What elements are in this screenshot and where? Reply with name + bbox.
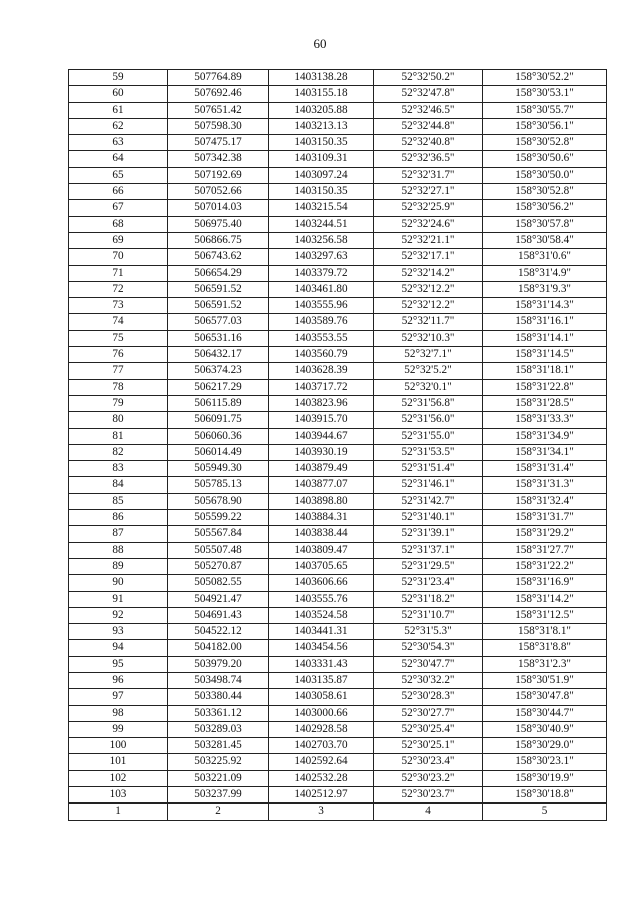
latitude-cell: 52°30'25.4" bbox=[374, 721, 483, 737]
latitude-cell: 52°31'29.5" bbox=[374, 558, 483, 574]
point-number-cell: 78 bbox=[69, 379, 168, 395]
latitude-cell: 52°32'21.1" bbox=[374, 232, 483, 248]
table-row bbox=[69, 216, 607, 232]
point-number-cell: 64 bbox=[69, 151, 168, 167]
longitude-cell: 158°31'22.8" bbox=[483, 379, 607, 395]
longitude-cell: 158°31'14.2" bbox=[483, 591, 607, 607]
longitude-cell: 158°30'57.8" bbox=[483, 216, 607, 232]
point-number-cell: 71 bbox=[69, 265, 168, 281]
y-coordinate-cell: 1403944.67 bbox=[269, 428, 374, 444]
point-number-cell: 80 bbox=[69, 412, 168, 428]
y-coordinate-cell: 1403058.61 bbox=[269, 689, 374, 705]
latitude-cell: 52°32'47.8" bbox=[374, 86, 483, 102]
x-coordinate-cell: 506975.40 bbox=[168, 216, 269, 232]
table-row bbox=[69, 395, 607, 411]
latitude-cell: 52°31'42.7" bbox=[374, 493, 483, 509]
x-coordinate-cell: 506217.29 bbox=[168, 379, 269, 395]
x-coordinate-cell: 503289.03 bbox=[168, 721, 269, 737]
x-coordinate-cell: 506654.29 bbox=[168, 265, 269, 281]
y-coordinate-cell: 1403135.87 bbox=[269, 672, 374, 688]
y-coordinate-cell: 1403879.49 bbox=[269, 461, 374, 477]
longitude-cell: 158°30'53.1" bbox=[483, 86, 607, 102]
y-coordinate-cell: 1403877.07 bbox=[269, 477, 374, 493]
latitude-cell: 52°31'18.2" bbox=[374, 591, 483, 607]
point-number-cell: 69 bbox=[69, 232, 168, 248]
longitude-cell: 158°31'22.2" bbox=[483, 558, 607, 574]
x-coordinate-cell: 504921.47 bbox=[168, 591, 269, 607]
latitude-cell: 52°32'40.8" bbox=[374, 135, 483, 151]
latitude-cell: 52°32'11.7" bbox=[374, 314, 483, 330]
table-row bbox=[69, 591, 607, 607]
table-row bbox=[69, 167, 607, 183]
x-coordinate-cell: 506866.75 bbox=[168, 232, 269, 248]
x-coordinate-cell: 507052.66 bbox=[168, 184, 269, 200]
latitude-cell: 52°31'23.4" bbox=[374, 575, 483, 591]
table-row bbox=[69, 200, 607, 216]
column-number-row bbox=[69, 803, 607, 820]
y-coordinate-cell: 1403205.88 bbox=[269, 102, 374, 118]
point-number-cell: 66 bbox=[69, 184, 168, 200]
table-row bbox=[69, 526, 607, 542]
longitude-cell: 158°31'14.1" bbox=[483, 330, 607, 346]
longitude-cell: 158°31'32.4" bbox=[483, 493, 607, 509]
table-row bbox=[69, 705, 607, 721]
longitude-cell: 158°31'29.2" bbox=[483, 526, 607, 542]
y-coordinate-cell: 1403560.79 bbox=[269, 347, 374, 363]
x-coordinate-cell: 504691.43 bbox=[168, 607, 269, 623]
point-number-cell: 103 bbox=[69, 787, 168, 804]
x-coordinate-cell: 503380.44 bbox=[168, 689, 269, 705]
point-number-cell: 100 bbox=[69, 738, 168, 754]
table-row bbox=[69, 738, 607, 754]
longitude-cell: 158°30'50.6" bbox=[483, 151, 607, 167]
point-number-cell: 88 bbox=[69, 542, 168, 558]
x-coordinate-cell: 506591.52 bbox=[168, 298, 269, 314]
table-row bbox=[69, 184, 607, 200]
y-coordinate-cell: 1402928.58 bbox=[269, 721, 374, 737]
table-row bbox=[69, 493, 607, 509]
y-coordinate-cell: 1403213.13 bbox=[269, 118, 374, 134]
point-number-cell: 87 bbox=[69, 526, 168, 542]
longitude-cell: 158°30'47.8" bbox=[483, 689, 607, 705]
y-coordinate-cell: 1403256.58 bbox=[269, 232, 374, 248]
y-coordinate-cell: 1403454.56 bbox=[269, 640, 374, 656]
table-row bbox=[69, 640, 607, 656]
longitude-cell: 158°31'4.9" bbox=[483, 265, 607, 281]
table-row bbox=[69, 151, 607, 167]
point-number-cell: 81 bbox=[69, 428, 168, 444]
x-coordinate-cell: 506531.16 bbox=[168, 330, 269, 346]
table-row bbox=[69, 656, 607, 672]
y-coordinate-cell: 1402512.97 bbox=[269, 787, 374, 804]
latitude-cell: 52°31'40.1" bbox=[374, 510, 483, 526]
x-coordinate-cell: 505949.30 bbox=[168, 461, 269, 477]
column-number-cell: 1 bbox=[69, 803, 168, 820]
latitude-cell: 52°32'24.6" bbox=[374, 216, 483, 232]
latitude-cell: 52°31'5.3" bbox=[374, 624, 483, 640]
latitude-cell: 52°31'51.4" bbox=[374, 461, 483, 477]
y-coordinate-cell: 1403809.47 bbox=[269, 542, 374, 558]
x-coordinate-cell: 503979.20 bbox=[168, 656, 269, 672]
x-coordinate-cell: 506014.49 bbox=[168, 444, 269, 460]
latitude-cell: 52°32'7.1" bbox=[374, 347, 483, 363]
x-coordinate-cell: 505785.13 bbox=[168, 477, 269, 493]
table-row bbox=[69, 379, 607, 395]
y-coordinate-cell: 1403524.58 bbox=[269, 607, 374, 623]
latitude-cell: 52°32'44.8" bbox=[374, 118, 483, 134]
latitude-cell: 52°32'17.1" bbox=[374, 249, 483, 265]
column-number-cell: 2 bbox=[168, 803, 269, 820]
longitude-cell: 158°31'8.1" bbox=[483, 624, 607, 640]
x-coordinate-cell: 507192.69 bbox=[168, 167, 269, 183]
longitude-cell: 158°30'56.1" bbox=[483, 118, 607, 134]
table-row bbox=[69, 689, 607, 705]
longitude-cell: 158°31'16.1" bbox=[483, 314, 607, 330]
y-coordinate-cell: 1403150.35 bbox=[269, 135, 374, 151]
longitude-cell: 158°31'34.9" bbox=[483, 428, 607, 444]
point-number-cell: 90 bbox=[69, 575, 168, 591]
longitude-cell: 158°31'12.5" bbox=[483, 607, 607, 623]
point-number-cell: 102 bbox=[69, 770, 168, 786]
x-coordinate-cell: 506091.75 bbox=[168, 412, 269, 428]
point-number-cell: 101 bbox=[69, 754, 168, 770]
y-coordinate-cell: 1403297.63 bbox=[269, 249, 374, 265]
x-coordinate-cell: 503281.45 bbox=[168, 738, 269, 754]
point-number-cell: 63 bbox=[69, 135, 168, 151]
y-coordinate-cell: 1403155.18 bbox=[269, 86, 374, 102]
point-number-cell: 83 bbox=[69, 461, 168, 477]
x-coordinate-cell: 507598.30 bbox=[168, 118, 269, 134]
point-number-cell: 98 bbox=[69, 705, 168, 721]
latitude-cell: 52°32'12.2" bbox=[374, 298, 483, 314]
latitude-cell: 52°30'28.3" bbox=[374, 689, 483, 705]
table-row bbox=[69, 510, 607, 526]
y-coordinate-cell: 1403717.72 bbox=[269, 379, 374, 395]
table-row bbox=[69, 787, 607, 804]
latitude-cell: 52°30'25.1" bbox=[374, 738, 483, 754]
table-row bbox=[69, 607, 607, 623]
longitude-cell: 158°30'44.7" bbox=[483, 705, 607, 721]
y-coordinate-cell: 1403555.96 bbox=[269, 298, 374, 314]
y-coordinate-cell: 1403915.70 bbox=[269, 412, 374, 428]
latitude-cell: 52°32'27.1" bbox=[374, 184, 483, 200]
longitude-cell: 158°30'52.8" bbox=[483, 184, 607, 200]
table-row bbox=[69, 265, 607, 281]
y-coordinate-cell: 1403628.39 bbox=[269, 363, 374, 379]
latitude-cell: 52°31'37.1" bbox=[374, 542, 483, 558]
table-row bbox=[69, 232, 607, 248]
y-coordinate-cell: 1403606.66 bbox=[269, 575, 374, 591]
point-number-cell: 75 bbox=[69, 330, 168, 346]
point-number-cell: 79 bbox=[69, 395, 168, 411]
latitude-cell: 52°31'10.7" bbox=[374, 607, 483, 623]
longitude-cell: 158°31'31.4" bbox=[483, 461, 607, 477]
latitude-cell: 52°32'36.5" bbox=[374, 151, 483, 167]
y-coordinate-cell: 1403215.54 bbox=[269, 200, 374, 216]
x-coordinate-cell: 503221.09 bbox=[168, 770, 269, 786]
longitude-cell: 158°30'23.1" bbox=[483, 754, 607, 770]
table-row bbox=[69, 542, 607, 558]
y-coordinate-cell: 1403097.24 bbox=[269, 167, 374, 183]
longitude-cell: 158°30'55.7" bbox=[483, 102, 607, 118]
point-number-cell: 72 bbox=[69, 281, 168, 297]
table-row bbox=[69, 461, 607, 477]
x-coordinate-cell: 507651.42 bbox=[168, 102, 269, 118]
y-coordinate-cell: 1403000.66 bbox=[269, 705, 374, 721]
x-coordinate-cell: 505567.84 bbox=[168, 526, 269, 542]
y-coordinate-cell: 1403244.51 bbox=[269, 216, 374, 232]
x-coordinate-cell: 507342.38 bbox=[168, 151, 269, 167]
y-coordinate-cell: 1403331.43 bbox=[269, 656, 374, 672]
y-coordinate-cell: 1403150.35 bbox=[269, 184, 374, 200]
latitude-cell: 52°30'23.4" bbox=[374, 754, 483, 770]
latitude-cell: 52°31'53.5" bbox=[374, 444, 483, 460]
longitude-cell: 158°30'29.0" bbox=[483, 738, 607, 754]
x-coordinate-cell: 505599.22 bbox=[168, 510, 269, 526]
table-row bbox=[69, 444, 607, 460]
y-coordinate-cell: 1402532.28 bbox=[269, 770, 374, 786]
x-coordinate-cell: 506060.36 bbox=[168, 428, 269, 444]
table-row bbox=[69, 347, 607, 363]
table-row bbox=[69, 249, 607, 265]
y-coordinate-cell: 1403589.76 bbox=[269, 314, 374, 330]
latitude-cell: 52°31'46.1" bbox=[374, 477, 483, 493]
longitude-cell: 158°31'27.7" bbox=[483, 542, 607, 558]
latitude-cell: 52°31'55.0" bbox=[374, 428, 483, 444]
longitude-cell: 158°31'16.9" bbox=[483, 575, 607, 591]
table-row bbox=[69, 70, 607, 86]
y-coordinate-cell: 1403138.28 bbox=[269, 70, 374, 86]
longitude-cell: 158°31'14.3" bbox=[483, 298, 607, 314]
longitude-cell: 158°30'52.2" bbox=[483, 70, 607, 86]
table-row bbox=[69, 314, 607, 330]
column-number-cell: 3 bbox=[269, 803, 374, 820]
x-coordinate-cell: 505678.90 bbox=[168, 493, 269, 509]
y-coordinate-cell: 1402592.64 bbox=[269, 754, 374, 770]
point-number-cell: 99 bbox=[69, 721, 168, 737]
latitude-cell: 52°32'5.2" bbox=[374, 363, 483, 379]
table-row bbox=[69, 363, 607, 379]
y-coordinate-cell: 1403553.55 bbox=[269, 330, 374, 346]
point-number-cell: 84 bbox=[69, 477, 168, 493]
point-number-cell: 67 bbox=[69, 200, 168, 216]
y-coordinate-cell: 1403705.65 bbox=[269, 558, 374, 574]
point-number-cell: 92 bbox=[69, 607, 168, 623]
y-coordinate-cell: 1403838.44 bbox=[269, 526, 374, 542]
latitude-cell: 52°31'39.1" bbox=[374, 526, 483, 542]
latitude-cell: 52°32'0.1" bbox=[374, 379, 483, 395]
y-coordinate-cell: 1403898.80 bbox=[269, 493, 374, 509]
point-number-cell: 77 bbox=[69, 363, 168, 379]
table-row bbox=[69, 298, 607, 314]
point-number-cell: 61 bbox=[69, 102, 168, 118]
point-number-cell: 97 bbox=[69, 689, 168, 705]
x-coordinate-cell: 504522.12 bbox=[168, 624, 269, 640]
point-number-cell: 95 bbox=[69, 656, 168, 672]
y-coordinate-cell: 1403379.72 bbox=[269, 265, 374, 281]
table-row bbox=[69, 721, 607, 737]
point-number-cell: 96 bbox=[69, 672, 168, 688]
longitude-cell: 158°31'14.5" bbox=[483, 347, 607, 363]
latitude-cell: 52°32'50.2" bbox=[374, 70, 483, 86]
point-number-cell: 91 bbox=[69, 591, 168, 607]
y-coordinate-cell: 1403930.19 bbox=[269, 444, 374, 460]
table-row bbox=[69, 86, 607, 102]
longitude-cell: 158°31'31.7" bbox=[483, 510, 607, 526]
table-row bbox=[69, 428, 607, 444]
y-coordinate-cell: 1403555.76 bbox=[269, 591, 374, 607]
table-row bbox=[69, 102, 607, 118]
latitude-cell: 52°30'23.2" bbox=[374, 770, 483, 786]
x-coordinate-cell: 505270.87 bbox=[168, 558, 269, 574]
latitude-cell: 52°32'31.7" bbox=[374, 167, 483, 183]
coordinates-table-body bbox=[69, 70, 607, 804]
longitude-cell: 158°30'58.4" bbox=[483, 232, 607, 248]
longitude-cell: 158°30'18.8" bbox=[483, 787, 607, 804]
latitude-cell: 52°32'46.5" bbox=[374, 102, 483, 118]
table-row bbox=[69, 477, 607, 493]
point-number-cell: 76 bbox=[69, 347, 168, 363]
latitude-cell: 52°30'54.3" bbox=[374, 640, 483, 656]
point-number-cell: 60 bbox=[69, 86, 168, 102]
table-row bbox=[69, 118, 607, 134]
longitude-cell: 158°31'18.1" bbox=[483, 363, 607, 379]
point-number-cell: 93 bbox=[69, 624, 168, 640]
x-coordinate-cell: 503498.74 bbox=[168, 672, 269, 688]
point-number-cell: 65 bbox=[69, 167, 168, 183]
table-row bbox=[69, 558, 607, 574]
longitude-cell: 158°31'9.3" bbox=[483, 281, 607, 297]
y-coordinate-cell: 1403441.31 bbox=[269, 624, 374, 640]
table-row bbox=[69, 624, 607, 640]
x-coordinate-cell: 507014.03 bbox=[168, 200, 269, 216]
y-coordinate-cell: 1403109.31 bbox=[269, 151, 374, 167]
latitude-cell: 52°32'25.9" bbox=[374, 200, 483, 216]
longitude-cell: 158°31'33.3" bbox=[483, 412, 607, 428]
point-number-cell: 70 bbox=[69, 249, 168, 265]
latitude-cell: 52°32'14.2" bbox=[374, 265, 483, 281]
longitude-cell: 158°31'28.5" bbox=[483, 395, 607, 411]
point-number-cell: 59 bbox=[69, 70, 168, 86]
table-row bbox=[69, 330, 607, 346]
x-coordinate-cell: 507764.89 bbox=[168, 70, 269, 86]
longitude-cell: 158°30'52.8" bbox=[483, 135, 607, 151]
latitude-cell: 52°31'56.8" bbox=[374, 395, 483, 411]
page-number: 60 bbox=[313, 36, 327, 51]
longitude-cell: 158°30'56.2" bbox=[483, 200, 607, 216]
y-coordinate-cell: 1403884.31 bbox=[269, 510, 374, 526]
point-number-cell: 74 bbox=[69, 314, 168, 330]
x-coordinate-cell: 504182.00 bbox=[168, 640, 269, 656]
latitude-cell: 52°31'56.0" bbox=[374, 412, 483, 428]
longitude-cell: 158°30'51.9" bbox=[483, 672, 607, 688]
point-number-cell: 94 bbox=[69, 640, 168, 656]
y-coordinate-cell: 1403823.96 bbox=[269, 395, 374, 411]
y-coordinate-cell: 1402703.70 bbox=[269, 738, 374, 754]
latitude-cell: 52°32'10.3" bbox=[374, 330, 483, 346]
point-number-cell: 68 bbox=[69, 216, 168, 232]
x-coordinate-cell: 506743.62 bbox=[168, 249, 269, 265]
longitude-cell: 158°30'40.9" bbox=[483, 721, 607, 737]
column-number-cell: 5 bbox=[483, 803, 607, 820]
point-number-cell: 82 bbox=[69, 444, 168, 460]
point-number-cell: 85 bbox=[69, 493, 168, 509]
table-row bbox=[69, 281, 607, 297]
table-row bbox=[69, 575, 607, 591]
coordinates-table bbox=[68, 69, 607, 821]
y-coordinate-cell: 1403461.80 bbox=[269, 281, 374, 297]
x-coordinate-cell: 503237.99 bbox=[168, 787, 269, 804]
x-coordinate-cell: 503361.12 bbox=[168, 705, 269, 721]
x-coordinate-cell: 506577.03 bbox=[168, 314, 269, 330]
longitude-cell: 158°31'8.8" bbox=[483, 640, 607, 656]
latitude-cell: 52°30'23.7" bbox=[374, 787, 483, 804]
longitude-cell: 158°31'2.3" bbox=[483, 656, 607, 672]
latitude-cell: 52°30'27.7" bbox=[374, 705, 483, 721]
point-number-cell: 62 bbox=[69, 118, 168, 134]
longitude-cell: 158°31'31.3" bbox=[483, 477, 607, 493]
longitude-cell: 158°31'34.1" bbox=[483, 444, 607, 460]
x-coordinate-cell: 506591.52 bbox=[168, 281, 269, 297]
x-coordinate-cell: 507475.17 bbox=[168, 135, 269, 151]
latitude-cell: 52°30'47.7" bbox=[374, 656, 483, 672]
point-number-cell: 89 bbox=[69, 558, 168, 574]
point-number-cell: 73 bbox=[69, 298, 168, 314]
latitude-cell: 52°30'32.2" bbox=[374, 672, 483, 688]
longitude-cell: 158°30'19.9" bbox=[483, 770, 607, 786]
longitude-cell: 158°30'50.0" bbox=[483, 167, 607, 183]
table-row bbox=[69, 754, 607, 770]
x-coordinate-cell: 506374.23 bbox=[168, 363, 269, 379]
x-coordinate-cell: 506115.89 bbox=[168, 395, 269, 411]
longitude-cell: 158°31'0.6" bbox=[483, 249, 607, 265]
table-row bbox=[69, 135, 607, 151]
point-number-cell: 86 bbox=[69, 510, 168, 526]
x-coordinate-cell: 505082.55 bbox=[168, 575, 269, 591]
x-coordinate-cell: 505507.48 bbox=[168, 542, 269, 558]
x-coordinate-cell: 503225.92 bbox=[168, 754, 269, 770]
latitude-cell: 52°32'12.2" bbox=[374, 281, 483, 297]
x-coordinate-cell: 506432.17 bbox=[168, 347, 269, 363]
table-row bbox=[69, 672, 607, 688]
x-coordinate-cell: 507692.46 bbox=[168, 86, 269, 102]
column-number-cell: 4 bbox=[374, 803, 483, 820]
table-row bbox=[69, 412, 607, 428]
table-row bbox=[69, 770, 607, 786]
